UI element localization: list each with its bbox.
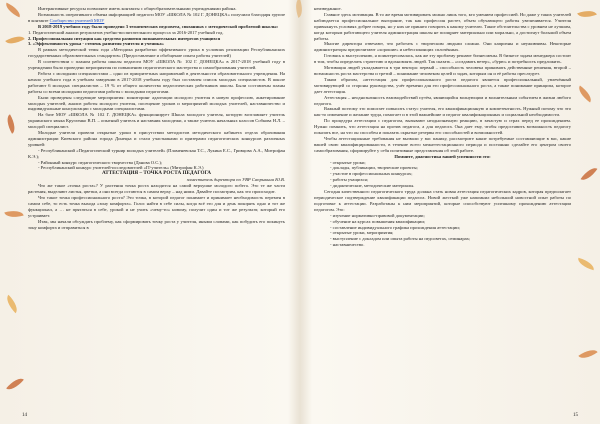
left-page: [28, 6, 285, 416]
bullet-item: - Республиканский «Педагогический турнир молодых учителей» (Пламеневская Т.С., Лукина Е.С., Гривцова А.А., Митрофан К.Э.);: [28, 147, 285, 159]
paragraph: Что же такое «точка роста»? У растения точка роста находится на самой верхушке молодого побега. Это те же части растения, выделяют листья, цветки, а они всегда остаются в самом верху – над ними. Давайте посмотрим, как это происходит.: [28, 183, 285, 195]
list-title: Помните, диагностика вашей успешности это:: [394, 153, 491, 159]
paragraph: На базе МОУ «ШКОЛА № 102 Г. ДОНЕЦКА» функционирует Школа молодого учителя, которую возглавляет учитель украинского языка Кругленко В.П. – опытный учитель и наставник молодежи, а также учитель начальных классов Собкова Н.Л. – молодой специалист.: [28, 112, 285, 130]
paragraph-heading: В 2018-2019 учебном году было проведено 3 тематических педсовета, связанных с методической проблемой школы:: [38, 23, 279, 29]
section-title: АТТЕСТАЦИЯ – ТОЧКА РОСТА ПЕДАГОГА: [102, 170, 211, 177]
paragraph: Итак, мы начали обсуждать проблему, как сформировать точку роста у учителя, иными словами, как побудить его покинуть зону комфорта и отправиться в: [28, 218, 285, 230]
paragraph: Молодые учители провели открытые уроки в присутствии методистов методического кабинета отдела образования администрации Киевского района города Донецка и стали участниками и призерами педагогических конкурсов различных уровней:: [28, 130, 285, 147]
preparation-list: [314, 213, 571, 248]
leaf-decoration: [4, 208, 23, 220]
paragraph: В рамках методической темы года «Методика разработки эффективного урока в условиях реализации Республиканских государственных образовательных стандартов» (Предоставление и обобщение опыта работы учителей): [28, 47, 285, 59]
paragraph: Мотивация людей укладывается в три вектора: первый – способность человека принимать действенные решения, второй – возможность роста мастерства и третий – понимание человеком целей и задач, которым он и её работы преследует.: [314, 65, 571, 76]
leaf-decoration: [577, 7, 597, 21]
paragraph: Сегодня качественного педагогического труда должна стать новая аттестация педагогических кадров, которая предполагает периодическое подтверждение квалификации педагога. Новой жесткой уже напомнил небольшой новостной опыт работы по подготовке к аттестации. Разработаны к ним мероприятий, которые способствуют успешному прохождению аттестации педагогом. Это:: [314, 189, 571, 212]
paragraph: Были проведены следующие мероприятия: мониторинг адаптации молодого учителя в новую профессию, анкетирование молодых учителей, анализ работы молодого учителя, посещение уроков и мероприятий молодых учителей, наставничество и индивидуальные консультации с молодыми специалистами.: [28, 94, 285, 112]
list-item: - участие в профессиональных конкурсах;: [330, 171, 413, 177]
success-list: [314, 160, 571, 190]
leaf-decoration: [581, 164, 598, 183]
list-item: - обучение на курсах повышения квалификации;: [330, 218, 426, 224]
leaf-decoration: [5, 32, 25, 48]
leaf-decoration: [3, 3, 23, 18]
paragraph: Чтобы аттестационные требования не вызвали у вас панику, рассмотрите какие потребуемые составляющие в вас, какие вашей свою квалифицированности, в течение всего межаттестационного периода и постоянно сделайте его центром своего самообразования, сформируйте у себя позитивные представления об этой работе.: [314, 135, 571, 153]
page-number-right: 15: [573, 413, 578, 418]
paragraph: Главное здесь мотивация. В то же время мотивировать можно лишь того, кто умением профессией. Но даже у таких учителей наблюдается профессиональное выгорание, так как профессия растет, объем обучающего работы увеличивается. Учителя привыкнуть условиях добрее говоря, но у них не принято говорить к какому учителю. Такие обстоятельства с уровнем не лучшим, когда которым работающего учителя администрация школы не поощряет материально или морально, а достигнут большой объем работы.: [314, 11, 571, 41]
list-item: - выступление с докладом или опыта работы на педсоветах, семинарах;: [330, 236, 471, 242]
list-item: - наставничество.: [330, 242, 365, 248]
page-number-left: 14: [22, 413, 27, 418]
paragraph: 1. Педагогический анализ результатов учебно-воспитательного процесса за 2016-2017 учебный год.: [28, 29, 224, 35]
leaf-decoration: [6, 375, 24, 394]
paragraph: Важный поэтому это помогает повысить статус учителя, его квалификационную и компетентность. Нужный потому что это как-то изменение и желание труда, помогает и в этой важнейшие и педагог квалификационных и социальной необходимости.: [314, 106, 571, 118]
paragraph: неизведанное.: [314, 6, 342, 11]
leaf-decoration: [3, 295, 21, 313]
list-item: - дидактические, методические материалы.: [330, 183, 415, 189]
community-link[interactable]: Сообщество учителей МОУ: [49, 17, 105, 23]
leaf-decoration: [575, 86, 594, 103]
paragraph: [28, 12, 285, 24]
paragraph: Таким образом, «аттестация для профессионального роста педагога является профессиональный, увлечённый мотивирующей со стороны руководства, учёт времени для его профессионального роста, а также понимание принципа, которое дает аттестация.: [314, 76, 571, 94]
paragraph: Аттестация – неоднозначность взаимодействий путём, являющийся волнующим и волнительным событием в жизни любого педагога.: [314, 94, 571, 106]
paragraph: Интерактивные ресурсы позволяют иметь контакты с общеобразовательными учреждениями района.: [38, 6, 237, 11]
bullet-item: - Республиканский конкурс учителей-исследователей «IT-учитель» (Митрофан К.Э.): [38, 165, 204, 171]
list-item: - открытые уроки;: [330, 159, 366, 165]
right-page: [314, 6, 571, 416]
leaf-decoration: [292, 0, 306, 18]
paragraph-text: Возможность оперативного обмена информацией педагоги МОУ «ШКОЛА № 102 Г. ДОНЕЦКА» получили благодаря группе в контакте: [28, 11, 285, 23]
paragraph: По процедура аттестации с педагогом, вызывают неоднозначную реакцию, в зачастую и страх перед ее прохождением. Нужно помнить, что аттестация на против педагога, а для педагога. Она дает ему, чтобы предоставить возможность педагогу показать все, на что он способен и показать скрытые резервы его способностей и возможностей.: [314, 118, 571, 136]
list-item: - составление индивидуального графика прохождения аттестации;: [330, 224, 461, 230]
paragraph: Работа с молодыми специалистами – одно из приоритетных направлений в деятельности образовательного учреждения. На начало учебного года в учебном заведении в 2017-2018 учебном году был составлен список молодых специалистов. В школе работают 6 молодых специалистов – 19 % от общего количества педагогических работников школы. Были составлены планы работы со всеми молодыми педагогами работы с молодыми педагогами.: [28, 70, 285, 94]
paragraph: В соответствии с планом работы школы педагоги МОУ «ШКОЛА № 102 Г. ДОНЕЦКА» в 2017-2018 учебный году в учреждении было проведено мероприятия по повышению педагогического мастерства и самообразования учителей.: [28, 59, 285, 71]
leaf-decoration: [578, 346, 597, 363]
leaf-decoration: [576, 258, 595, 270]
list-item: - доклады, публикации, творческие проекты;: [330, 165, 418, 171]
paragraph: Что такое точка профессионального роста? Это точка, в которой педагог понимает и принимает необходимость перемен в самом себе, то есть точка выхода «зону комфорта». Голос найти в себе силы, когда всё это для и день покорять одно и тот же функционал, а … не прятаться в себе, урокой и не учить «чему-то» новому, получит один и тот же результат, который его устраивает.: [28, 195, 285, 218]
paragraph: Готовясь к выступлению, я поинтересовалась, как же эту проблему решают бизнесмены. В бизнесе задача менеджера состоит в том, чтобы определить стратегию и вдохновлять людей. Так сказать – «создавать ветер», «бурю» и потребность предложить.: [314, 53, 571, 65]
leaf-decoration: [3, 114, 19, 134]
paragraph: 2. Профессиональная ситуация как средство развития познавательных интересов учащихся: [28, 35, 221, 41]
list-item: - работы учащихся;: [330, 177, 369, 183]
list-item: - изучение нормативно-правовой документации;: [330, 212, 425, 218]
section-author: заместитель директора по УВР Сапрыкина Ю.В.: [186, 177, 285, 183]
paragraph: Многие директора отвечают, что работать с творческим людьми сложно. Они капризны и неуживчивы. Некоторые администраторы предпочитают «хорошие» и небеспокоящих сплочённых.: [314, 41, 571, 53]
bullet-item: - Районный конкурс педагогического творчества (Данова О.С.);: [38, 159, 163, 165]
list-item: - открытые уроки, мероприятия;: [330, 230, 394, 236]
paragraph: 3. «Эффективность урока - степень развития учителя и ученика»: [28, 41, 164, 47]
